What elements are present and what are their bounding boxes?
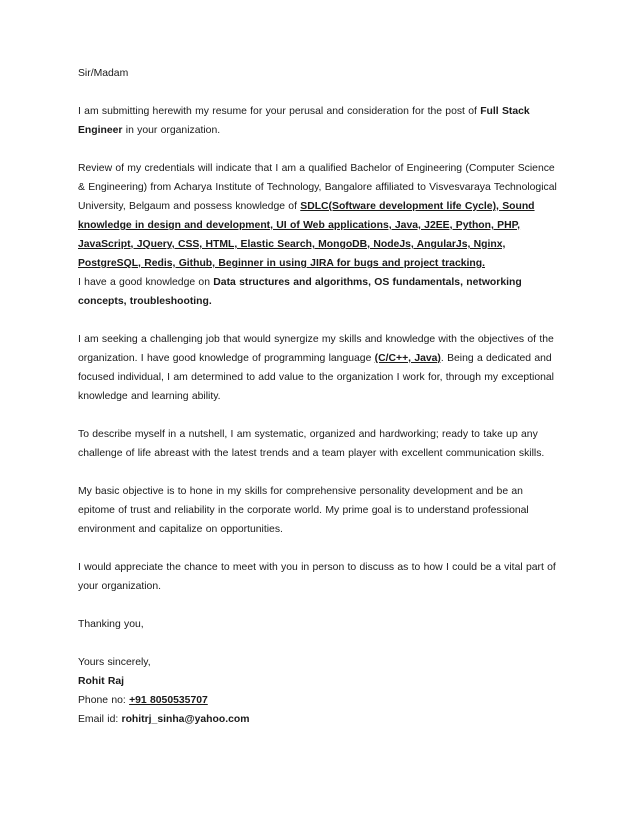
phone-number: +91 8050535707 <box>129 695 208 706</box>
signature-block <box>78 653 562 729</box>
email-line <box>78 710 562 729</box>
skills-list: SDLC(Software development life Cycle), Sound knowledge in design and development, UI of Web applications, Java, J2EE, Python, PHP, JavaScript, JQuery, CSS, HTML, Elastic Search, MongoDB, NodeJs, AngularJs, Nginx, PostgreSQL, Redis, Github, Beginner in using JIRA for bugs and project tracking. <box>78 201 535 269</box>
job-title: Full Stack Engineer <box>78 106 530 136</box>
spacer <box>78 83 562 102</box>
cover-letter <box>78 64 562 729</box>
spacer <box>78 634 562 653</box>
email-address: rohitrj_sinha@yahoo.com <box>121 714 250 725</box>
paragraph-text: I am seeking a challenging job that would synergize my skills and knowledge with the objectives of the organization. I have good knowledge of programming language <box>78 334 554 364</box>
paragraph-knowledge <box>78 273 562 311</box>
paragraph-objective <box>78 330 562 406</box>
salutation: Sir/Madam <box>78 68 129 79</box>
paragraph-application <box>78 102 562 140</box>
spacer <box>78 311 562 330</box>
spacer <box>78 596 562 615</box>
paragraph-text: in your organization. <box>122 125 221 136</box>
closing-phrase: Yours sincerely, <box>78 657 151 668</box>
spacer <box>78 140 562 159</box>
paragraph-meeting: I would appreciate the chance to meet with you in person to discuss as to how I could be a vital part of your organization. <box>78 562 556 592</box>
knowledge-topics: Data structures and algorithms, OS fundamentals, networking concepts, troubleshooting. <box>78 277 522 307</box>
programming-languages: (C/C++, Java) <box>374 353 441 364</box>
spacer <box>78 539 562 558</box>
paragraph-self-description: To describe myself in a nutshell, I am systematic, organized and hardworking; ready to take up any challenge of life abreast with the latest trends and a team player with excellent communication skills. <box>78 429 545 459</box>
phone-line <box>78 691 562 710</box>
paragraph-credentials <box>78 159 562 273</box>
email-label: Email id: <box>78 714 122 725</box>
thanking: Thanking you, <box>78 619 144 630</box>
paragraph-text: Review of my credentials will indicate that I am a qualified Bachelor of Engineering (Computer Science & Engineering) from Acharya Institute of Technology, Bangalore affiliated to Visvesvaraya Technological University, Belgaum and possess knowledge of <box>78 163 557 212</box>
phone-label: Phone no: <box>78 695 130 706</box>
paragraph-text: I have a good knowledge on <box>78 277 214 288</box>
spacer <box>78 463 562 482</box>
paragraph-goal: My basic objective is to hone in my skills for comprehensive personality development and be an epitome of trust and reliability in the corporate world. My prime goal is to understand professional environment and capitalize on opportunities. <box>78 486 529 535</box>
spacer <box>78 406 562 425</box>
paragraph-text: I am submitting herewith my resume for your perusal and consideration for the post of <box>78 106 481 117</box>
sender-name: Rohit Raj <box>78 676 125 687</box>
paragraph-text: . Being a dedicated and focused individual, I am determined to add value to the organization I work for, through my exceptional knowledge and learning ability. <box>78 353 554 402</box>
